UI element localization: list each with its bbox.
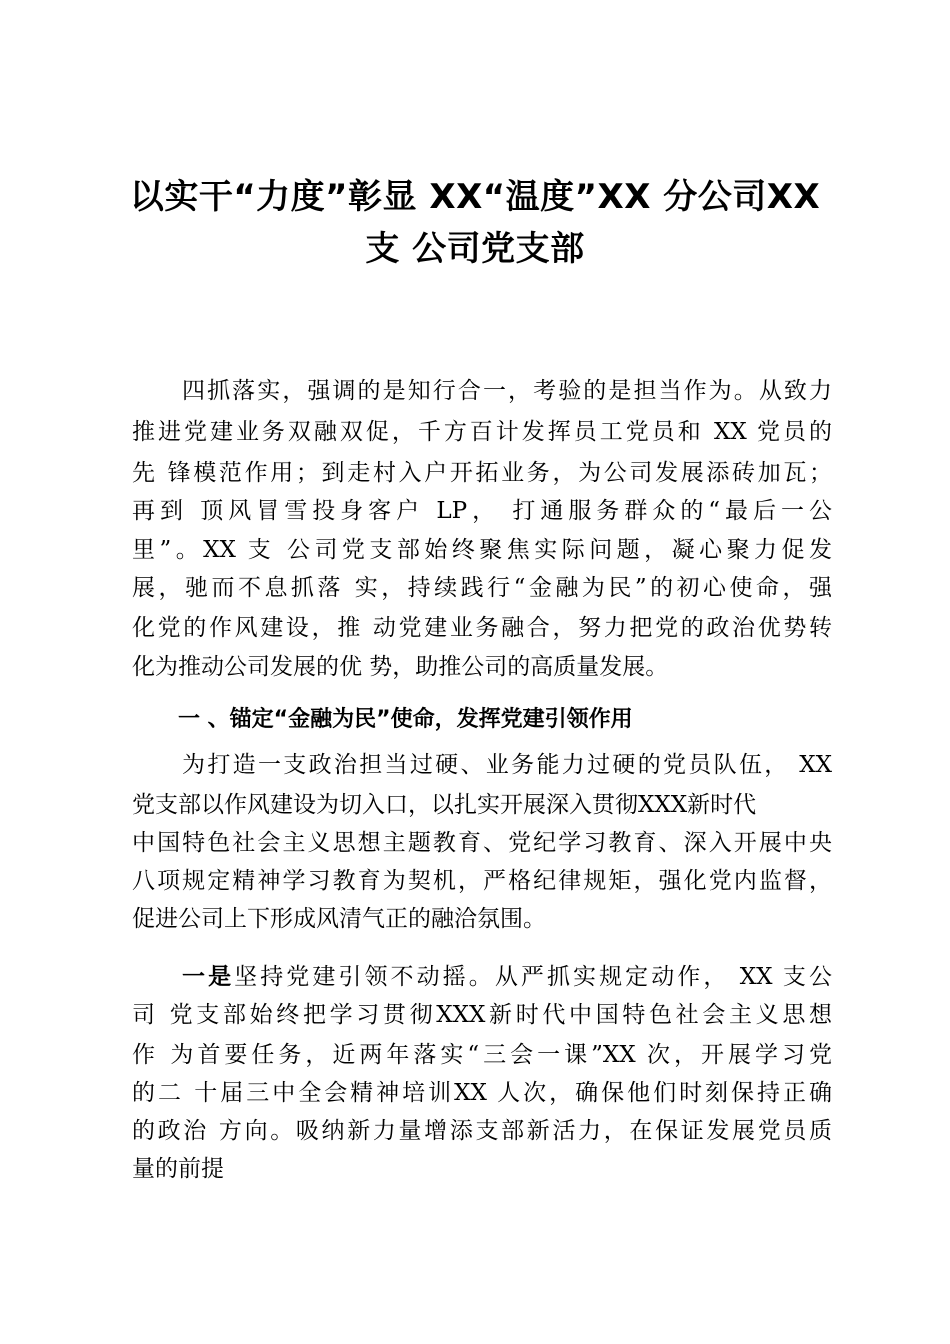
intro-paragraph-line: 展，驰而不息抓落 实，持续践行“金融为民”的初心使命，强 <box>132 575 832 601</box>
document-title-line-1: 以实干“力度”彰显 XX“温度”XX 分公司XX <box>129 177 821 217</box>
intro-paragraph-line: 再到 顶风冒雪投身客户 LP， 打通服务群众的“最后一公 <box>132 498 832 524</box>
section1-paragraph-line: 促进公司上下形成风清气正的融洽氛围。 <box>132 906 546 932</box>
point1-paragraph-line: 的政治 方向。吸纳新力量增添支部新活力，在保证发展党员质 <box>132 1118 832 1144</box>
intro-paragraph-line: 化党的作风建设，推 动党建业务融合，努力把党的政治优势转 <box>132 615 832 641</box>
point1-paragraph-line <box>182 962 832 992</box>
point1-paragraph-line: 的二 十届三中全会精神培训XX 人次，确保他们时刻保持正确 <box>132 1080 832 1106</box>
point1-first-line-text: 坚持党建引领不动摇。从严抓实规定动作， XX 支公 <box>234 964 833 990</box>
point1-paragraph-line: 作 为首要任务，近两年落实“三会一课”XX 次，开展学习党 <box>132 1042 832 1068</box>
intro-paragraph-line: 先 锋模范作用；到走村入户开拓业务，为公司发展添砖加瓦； <box>132 460 832 486</box>
intro-paragraph-line: 里”。XX 支 公司党支部始终聚焦实际问题，凝心聚力促发 <box>132 537 832 563</box>
point1-paragraph-line: 量的前提 <box>132 1156 224 1182</box>
intro-paragraph-line: 化为推动公司发展的优 势，助推公司的高质量发展。 <box>132 654 669 680</box>
point1-lead: 一是 <box>182 964 235 990</box>
section1-paragraph-line: 中国特色社会主义思想主题教育、党纪学习教育、深入开展中央 <box>132 830 832 856</box>
section1-paragraph-line: 八项规定精神学习教育为契机，严格纪律规矩，强化党内监督， <box>132 868 832 894</box>
document-title-line-2: 支 公司党支部 <box>365 229 585 269</box>
section1-paragraph-line: 党支部以作风建设为切入口，以扎实开展深入贯彻XXX新时代 <box>132 792 757 818</box>
intro-paragraph-line: 四抓落实，强调的是知行合一，考验的是担当作为。从致力 <box>182 378 832 404</box>
intro-paragraph-line: 推进党建业务双融双促，千方百计发挥员工党员和 XX 党员的 <box>132 419 832 445</box>
section1-paragraph-line: 为打造一支政治担当过硬、业务能力过硬的党员队伍， XX <box>182 752 832 778</box>
point1-paragraph-line: 司 党支部始终把学习贯彻XXX新时代中国特色社会主义思想 <box>132 1002 832 1028</box>
section-heading-1: 一 、锚定“金融为民”使命，发挥党建引领作用 <box>178 707 633 732</box>
